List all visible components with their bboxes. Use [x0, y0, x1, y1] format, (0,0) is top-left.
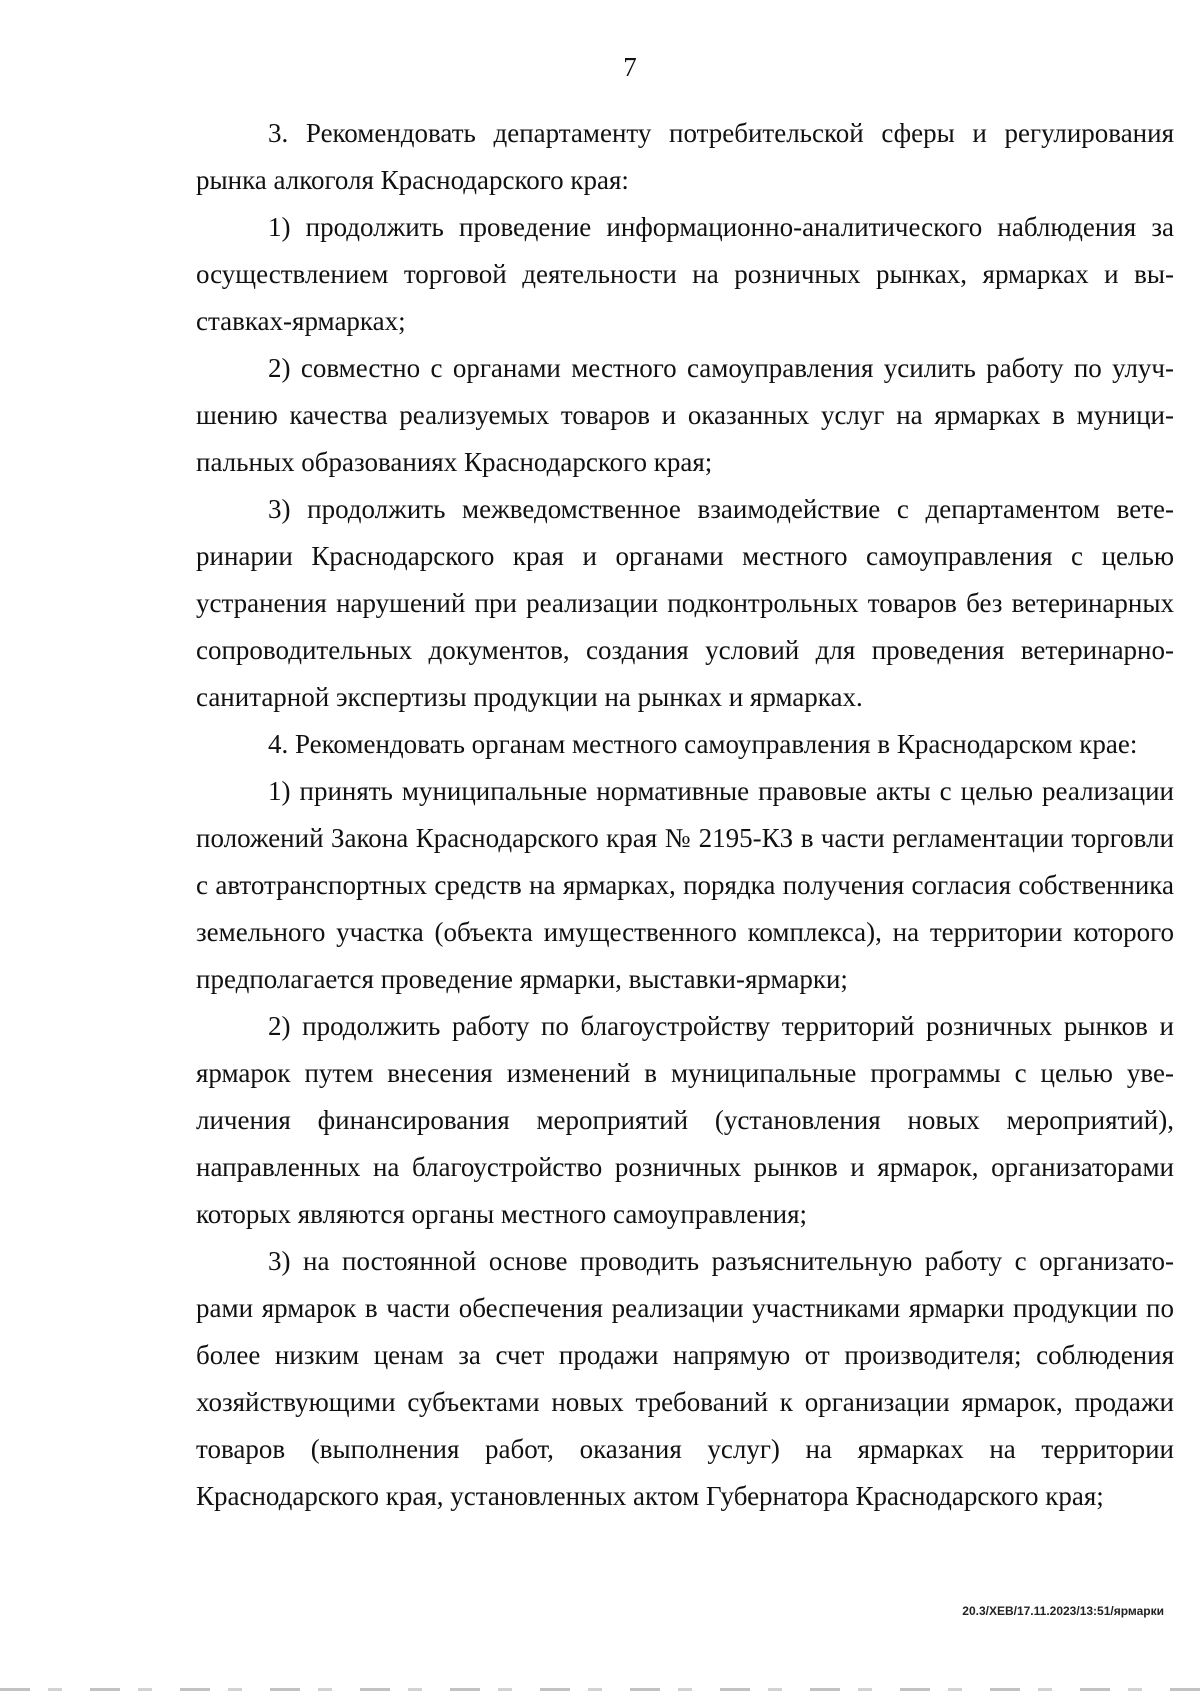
paragraph-item-2-improvement: 2) продолжить работу по благоустройству территорий розничных рынков и ярмарок путем внесения изменений в муниципальные программы с целью увеличения финансирования мероприятий (установления новых мероприятий), направленных на благоустройство розничных рынков и ярмарок, организаторами которых являются органы местного самоуправления;: [196, 1011, 1174, 1229]
paragraph-item-1-legal-acts: 1) принять муниципальные нормативные правовые акты с целью реализации положений Закона Краснодарского края № 2195-КЗ в части регламентации торговли с автотранспортных средств на ярмарках, порядка получения согласия собственника земельного участка (объекта имущественного комплекса), на территории которого предполагается проведение ярмарки, выставки-ярмарки;: [196, 776, 1174, 994]
paragraph-recommend-consumer-department: 3. Рекомендовать департаменту потребительской сферы и регулирования рынка алкоголя Краснодарского края:: [196, 118, 1174, 195]
paragraph-item-2-quality: 2) совместно с органами местного самоуправления усилить работу по улучшению качества реализуемых товаров и оказанных услуг на ярмарках в муниципальных образованиях Краснодарского края;: [196, 353, 1174, 477]
paragraph-item-3-veterinary: 3) продолжить межведомственное взаимодействие с департаментом ветеринарии Краснодарского края и органами местного самоуправления с целью устранения нарушений при реализации подконтрольных товаров без ветеринарных сопроводительных документов, создания условий для проведения ветеринарно-санитарной экспертизы продукции на рынках и ярмарках.: [196, 494, 1174, 712]
paragraph-item-3-explanatory-work: 3) на постоянной основе проводить разъяснительную работу с организаторами ярмарок в части обеспечения реализации участниками ярмарки продукции по более низким ценам за счет продажи напрямую от производителя; соблюдения хозяйствующими субъектами новых требований к организации ярмарок, продажи товаров (выполнения работ, оказания услуг) на ярмарках на территории Краснодарского края, установленных актом Губернатора Краснодарского края;: [196, 1246, 1174, 1511]
page-number: 7: [623, 52, 637, 82]
footer-document-code: 20.3/ХЕВ/17.11.2023/13:51/ярмарки: [962, 1604, 1164, 1618]
document-body: [196, 110, 1174, 1520]
paragraph-item-1-monitoring: 1) продолжить проведение информационно-аналитического наблюдения за осуществлением торговой деятельности на розничных рынках, ярмарках и выставках-ярмарках;: [196, 212, 1174, 336]
paragraph-recommend-local-government: 4. Рекомендовать органам местного самоуправления в Краснодарском крае:: [268, 729, 1138, 759]
scan-edge-artifact: [0, 1688, 1200, 1691]
